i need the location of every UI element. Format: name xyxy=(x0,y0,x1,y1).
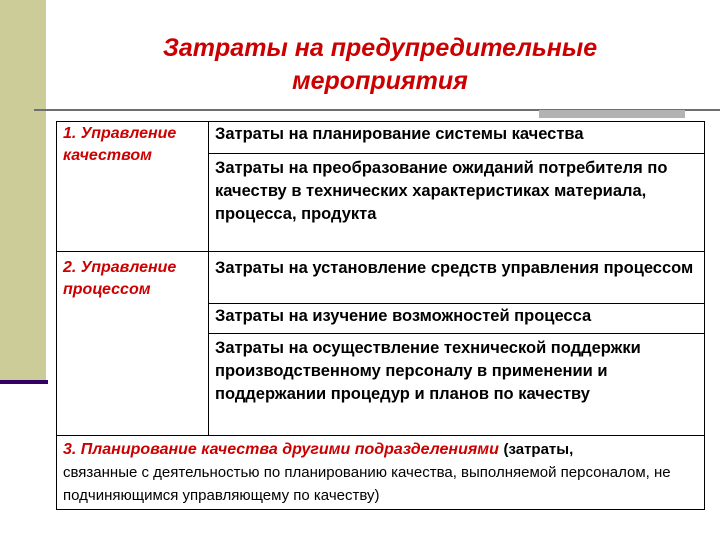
footer-category: 3. Планирование качества другими подразделениями xyxy=(63,441,499,458)
cost-item: Затраты на изучение возможностей процесса xyxy=(209,304,705,334)
cost-item: Затраты на установление средств управления процессом xyxy=(209,252,705,304)
table-row xyxy=(57,122,705,154)
table-row xyxy=(57,436,705,510)
left-bar-underline xyxy=(0,380,48,384)
slide-title xyxy=(100,32,660,98)
table-row xyxy=(57,252,705,304)
left-decorative-bar xyxy=(0,0,46,382)
cost-item: Затраты на преобразование ожиданий потребителя по качеству в технических характеристиках материала, процесса, продукта xyxy=(209,154,705,252)
footer-cell xyxy=(57,436,705,510)
title-line-1: Затраты на предупредительные xyxy=(162,34,598,62)
cost-table xyxy=(56,121,705,510)
footer-paren: (затраты, xyxy=(503,441,574,458)
category-cell-process xyxy=(57,252,209,436)
accent-block xyxy=(539,110,685,118)
category-label: процессом xyxy=(63,281,151,298)
category-label: 2. Управление xyxy=(63,259,177,276)
cost-item: Затраты на осуществление технической поддержки производственному персоналу в применении и поддержании процедур и планов по качеству xyxy=(209,334,705,436)
category-label: 1. Управление xyxy=(63,125,177,142)
title-line-2: мероприятия xyxy=(292,67,468,95)
category-label: качеством xyxy=(63,147,153,164)
cost-item: Затраты на планирование системы качества xyxy=(209,122,705,154)
footer-note: связанные с деятельностью по планированию качества, выполняемой персоналом, не подчиняющимся управляющему по качеству) xyxy=(63,464,671,504)
category-cell-quality xyxy=(57,122,209,252)
